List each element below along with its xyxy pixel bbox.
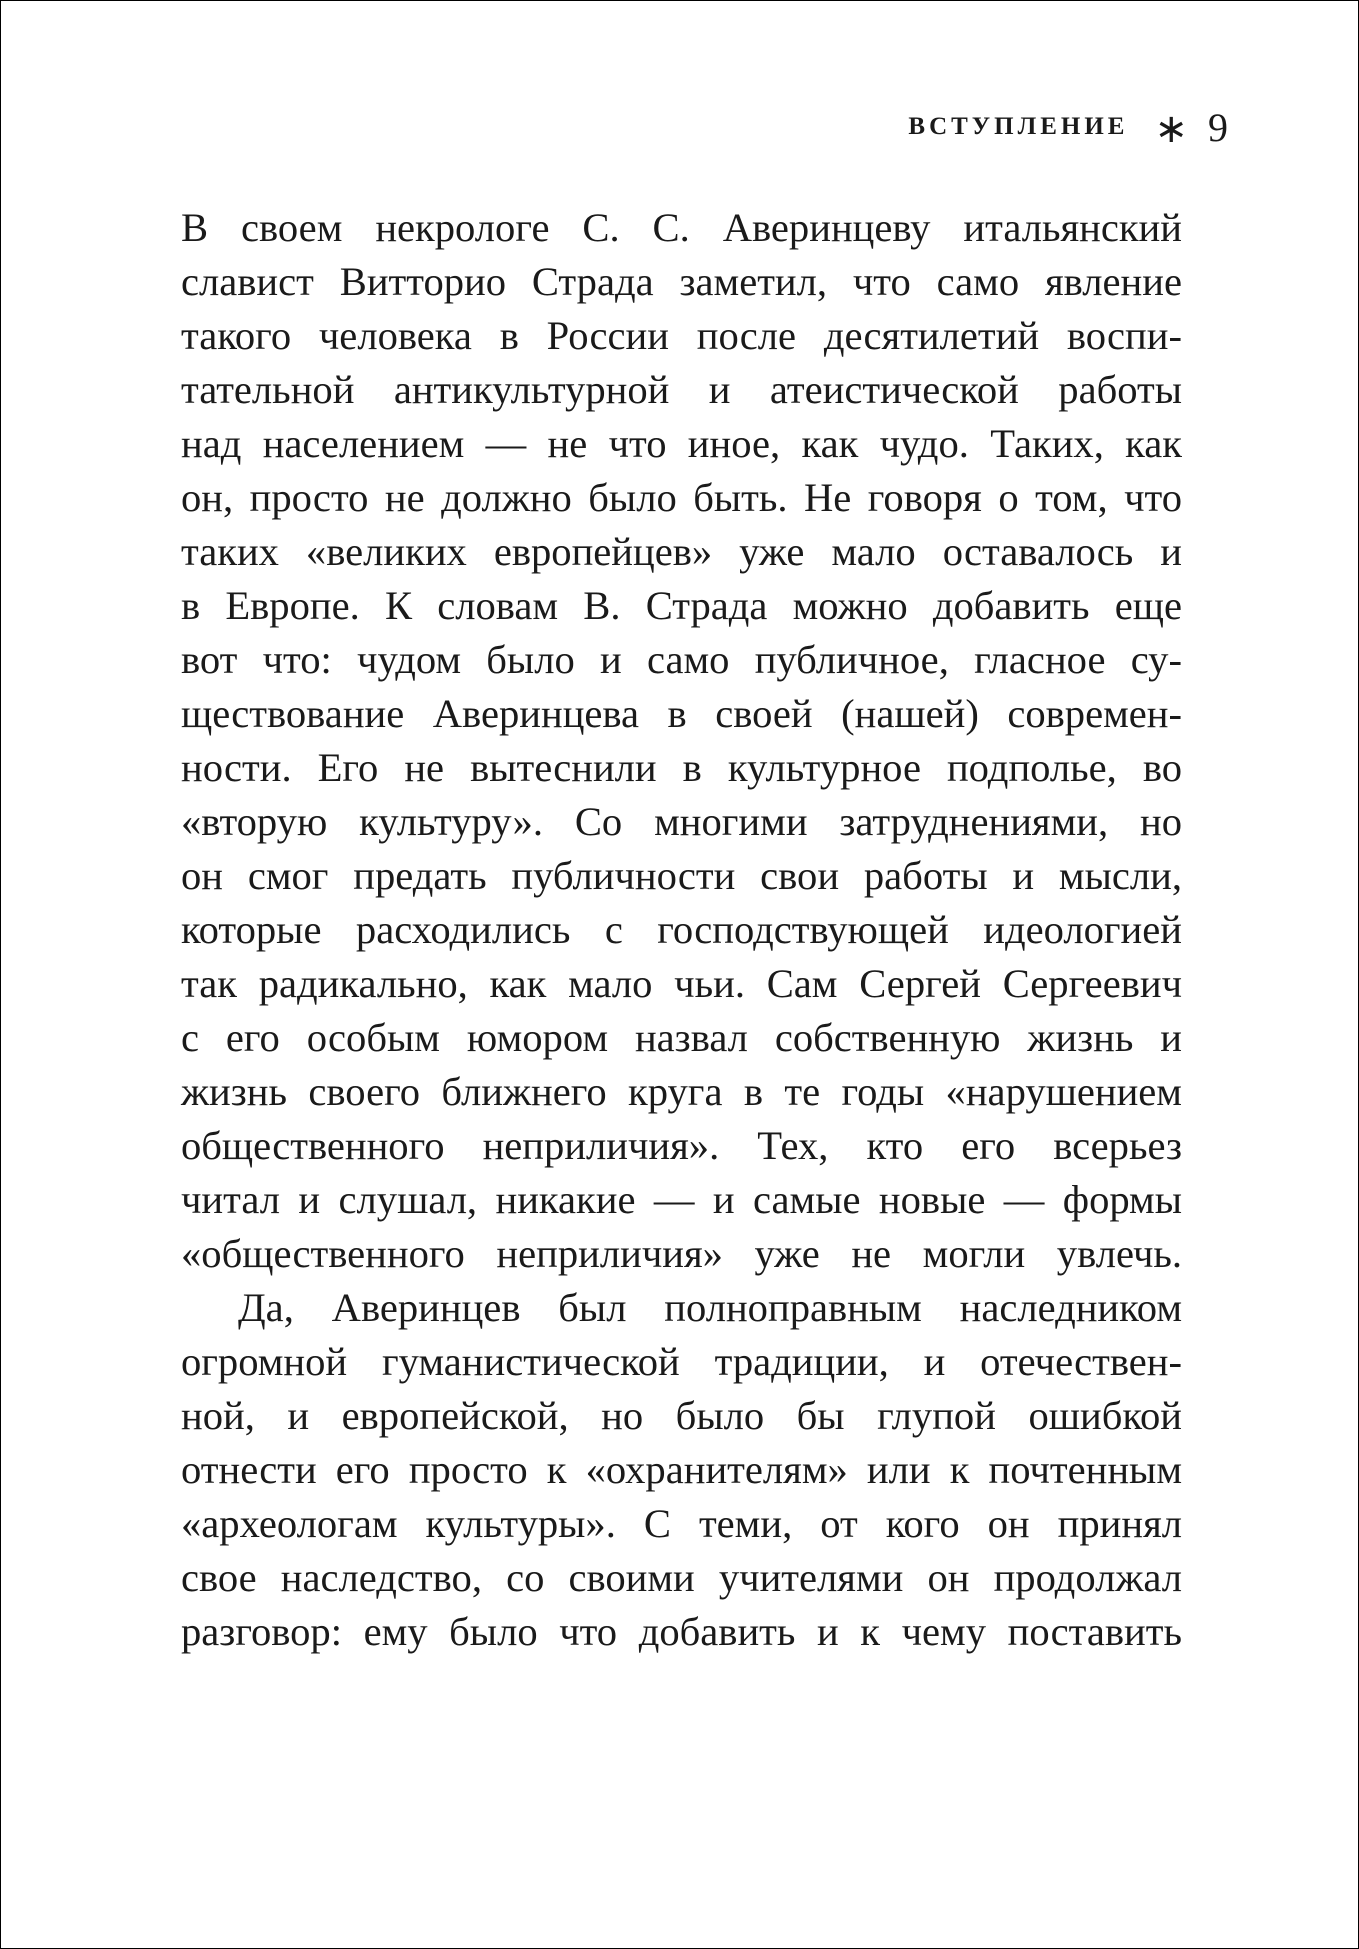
- text-line: ществование Аверинцева в своей (нашей) современ-: [181, 691, 1182, 736]
- asterisk-separator-icon: ∗: [1154, 106, 1188, 151]
- text-line: славист Витторио Страда заметил, что само явление: [181, 259, 1182, 304]
- text-line: ной, и европейской, но было бы глупой ошибкой: [181, 1393, 1182, 1438]
- text-line: с его особым юмором назвал собственную жизнь и: [181, 1015, 1182, 1060]
- text-line: такого человека в России после десятилетий воспи-: [181, 313, 1182, 358]
- text-line: ности. Его не вытеснили в культурное подполье, во: [181, 745, 1182, 790]
- text-line: огромной гуманистической традиции, и отечествен-: [181, 1339, 1182, 1384]
- text-line: Да, Аверинцев был полноправным наследником: [238, 1285, 1182, 1330]
- text-line: в Европе. К словам В. Страда можно добавить еще: [181, 583, 1182, 628]
- text-line: над населением — не что иное, как чудо. Таких, как: [181, 421, 1182, 466]
- text-line: тательной антикультурной и атеистической работы: [181, 367, 1182, 412]
- text-line: свое наследство, со своими учителями он продолжал: [181, 1555, 1182, 1600]
- text-line: он, просто не должно было быть. Не говоря о том, что: [181, 475, 1182, 520]
- section-title: ВСТУПЛЕНИЕ: [908, 113, 1129, 140]
- page-number: 9: [1208, 104, 1228, 150]
- text-line: так радикально, как мало чьи. Сам Сергей Сергеевич: [181, 961, 1182, 1006]
- text-line: жизнь своего ближнего круга в те годы «нарушением: [181, 1069, 1182, 1114]
- text-line: читал и слушал, никакие — и самые новые — формы: [181, 1177, 1182, 1222]
- text-line: «археологам культуры». С теми, от кого он принял: [181, 1501, 1182, 1546]
- text-line: таких «великих европейцев» уже мало оставалось и: [181, 529, 1182, 574]
- text-line: «общественного неприличия» уже не могли увлечь.: [181, 1231, 1182, 1276]
- text-line: вот что: чудом было и само публичное, гласное су-: [181, 637, 1182, 682]
- text-line: разговор: ему было что добавить и к чему поставить: [181, 1609, 1182, 1654]
- text-line: он смог предать публичности свои работы и мысли,: [181, 853, 1182, 898]
- text-line: В своем некрологе С. С. Аверинцеву итальянский: [181, 205, 1182, 250]
- text-line: «вторую культуру». Со многими затруднениями, но: [181, 799, 1182, 844]
- text-line: общественного неприличия». Тех, кто его всерьез: [181, 1123, 1182, 1168]
- running-header: [908, 97, 1228, 157]
- text-line: которые расходились с господствующей идеологией: [181, 907, 1182, 952]
- paragraph-2: [181, 1281, 1182, 1659]
- body-text: [181, 201, 1182, 1659]
- text-line: отнести его просто к «охранителям» или к почтенным: [181, 1447, 1182, 1492]
- paragraph-1: [181, 201, 1182, 1281]
